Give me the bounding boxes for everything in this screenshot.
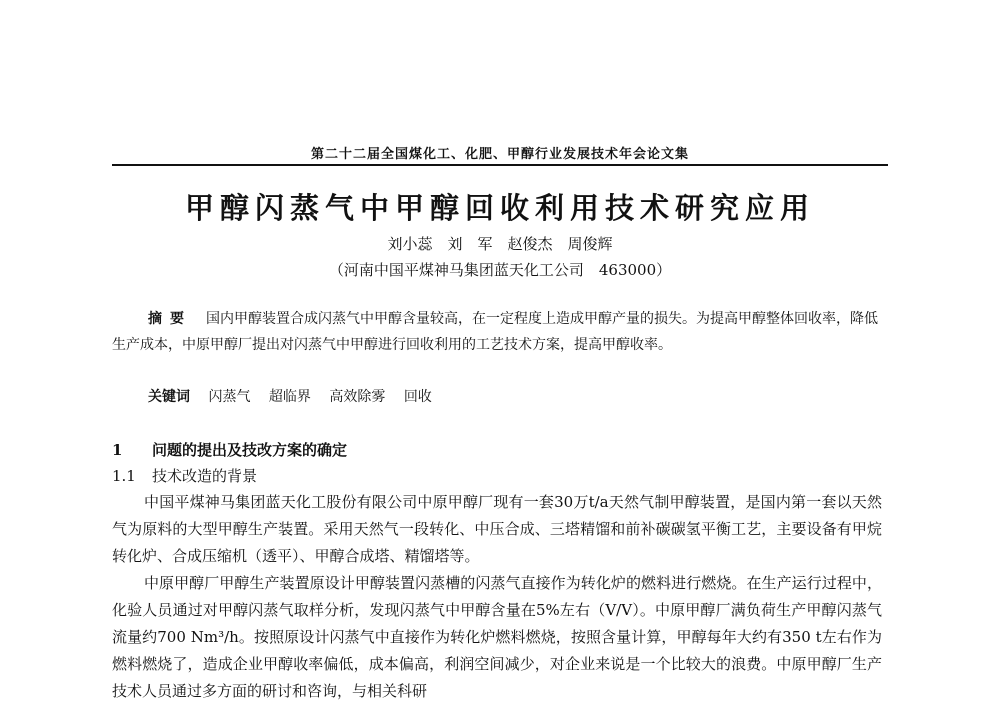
subsection-number: 1.1 <box>112 467 136 485</box>
keywords-label: 关键词 <box>148 389 190 405</box>
abstract-label: 摘要 <box>148 311 192 327</box>
subsection-title: 技术改造的背景 <box>152 467 258 485</box>
keywords <box>112 384 882 410</box>
header-rule <box>112 164 888 166</box>
body-text <box>112 489 882 705</box>
section-title: 问题的提出及技改方案的确定 <box>152 441 348 459</box>
keyword: 超临界 <box>268 389 311 405</box>
section-heading <box>112 439 882 460</box>
author-list: 刘小蕊 刘 军 赵俊杰 周俊辉 <box>387 235 613 253</box>
body-paragraph: 中原甲醇厂甲醇生产装置原设计甲醇装置闪蒸槽的闪蒸气直接作为转化炉的燃料进行燃烧。在生产运行过程中，化验人员通过对甲醇闪蒸气取样分析，发现闪蒸气中甲醇含量在5%左右（V/V）。中原甲醇厂满负荷生产甲醇闪蒸气流量约700 Nm³/h。按照原设计闪蒸气中直接作为转化炉燃料燃烧，按照含量计算，甲醇每年大约有350 t左右作为燃料燃烧了，造成企业甲醇收率偏低，成本偏高，利润空间减少，对企业来说是一个比较大的浪费。中原甲醇厂生产技术人员通过多方面的研讨和咨询，与相关科研 <box>112 574 882 700</box>
keyword: 高效除雾 <box>329 389 386 405</box>
abstract <box>112 306 882 358</box>
abstract-text: 国内甲醇装置合成闪蒸气中甲醇含量较高，在一定程度上造成甲醇产量的损失。为提高甲醇整体回收率，降低生产成本，中原甲醇厂提出对闪蒸气中甲醇进行回收利用的工艺技术方案，提高甲醇收率。 <box>112 311 878 353</box>
body-paragraph: 中国平煤神马集团蓝天化工股份有限公司中原甲醇厂现有一套30万t/a天然气制甲醇装置，是国内第一套以天然气为原料的大型甲醇生产装置。采用天然气一段转化、中压合成、三塔精馏和前补碳碳氢平衡工艺，主要设备有甲烷转化炉、合成压缩机（透平）、甲醇合成塔、精馏塔等。 <box>112 493 882 565</box>
keyword: 闪蒸气 <box>208 389 251 405</box>
subsection-heading <box>112 465 882 486</box>
running-header: 第二十二届全国煤化工、化肥、甲醇行业发展技术年会论文集 <box>310 147 689 162</box>
paper-title: 甲醇闪蒸气中甲醇回收利用技术研究应用 <box>184 191 815 225</box>
keyword: 回收 <box>403 389 432 405</box>
section-number: 1 <box>112 441 123 459</box>
affiliation: （河南中国平煤神马集团蓝天化工公司 463000） <box>328 261 672 279</box>
